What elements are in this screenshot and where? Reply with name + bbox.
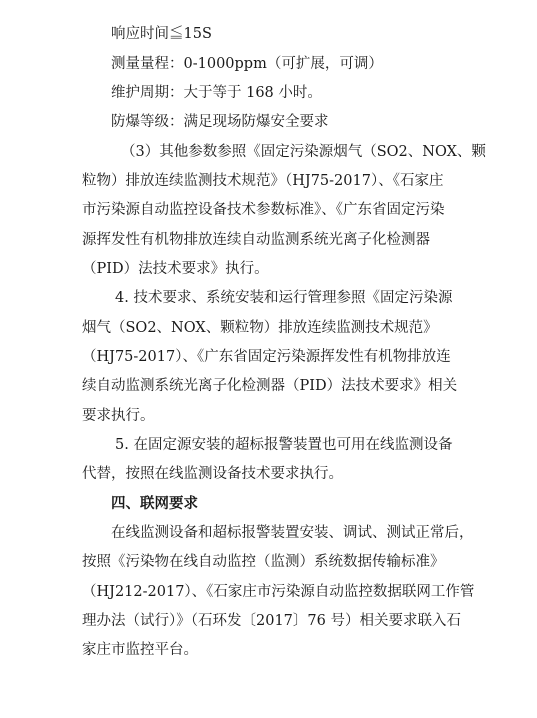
paragraph-5-line-1: 5. 在固定源安装的超标报警装置也可用在线监测设备 — [115, 437, 453, 453]
networking-line-5: 家庄市监控平台。 — [82, 642, 198, 658]
paragraph-5-line-2: 代替，按照在线监测设备技术要求执行。 — [82, 466, 343, 482]
section-heading-networking: 四、联网要求 — [111, 496, 198, 512]
paragraph-3-line-2: 粒物）排放连续监测技术规范》（HJ75-2017）、《石家庄 — [82, 173, 444, 189]
spec-response-time: 响应时间≦15S — [111, 26, 212, 42]
spec-explosion-proof: 防爆等级：满足现场防爆安全要求 — [111, 114, 329, 130]
networking-line-3: （HJ212-2017）、《石家庄市污染源自动监控数据联网工作管 — [82, 584, 475, 600]
paragraph-3-line-5: （PID）法技术要求》执行。 — [82, 261, 269, 277]
paragraph-3-line-1: （3）其他参数参照《固定污染源烟气（SO2、NOX、颗 — [121, 144, 486, 160]
paragraph-3-line-3: 市污染源自动监控设备技术参数标准》、《广东省固定污染 — [82, 202, 445, 218]
paragraph-4-line-2: 烟气（SO2、NOX、颗粒物）排放连续监测技术规范》 — [82, 320, 438, 336]
paragraph-3-line-4: 源挥发性有机物排放连续自动监测系统光离子化检测器 — [82, 232, 430, 248]
networking-line-1: 在线监测设备和超标报警装置安装、调试、测试正常后， — [111, 525, 474, 541]
paragraph-4-line-1: 4. 技术要求、系统安装和运行管理参照《固定污染源 — [115, 290, 453, 306]
paragraph-4-line-3: （HJ75-2017）、《广东省固定污染源挥发性有机物排放连 — [82, 349, 451, 365]
paragraph-4-line-5: 要求执行。 — [82, 408, 155, 424]
networking-line-2: 按照《污染物在线自动监控（监测）系统数据传输标准》 — [82, 554, 445, 570]
spec-maintenance-period: 维护周期：大于等于 168 小时。 — [111, 85, 322, 101]
spec-measure-range: 测量量程：0-1000ppm（可扩展，可调） — [111, 56, 383, 72]
networking-line-4: 理办法（试行）》（石环发〔2017〕76 号）相关要求联入石 — [82, 613, 461, 629]
paragraph-4-line-4: 续自动监测系统光离子化检测器（PID）法技术要求》相关 — [82, 378, 458, 394]
